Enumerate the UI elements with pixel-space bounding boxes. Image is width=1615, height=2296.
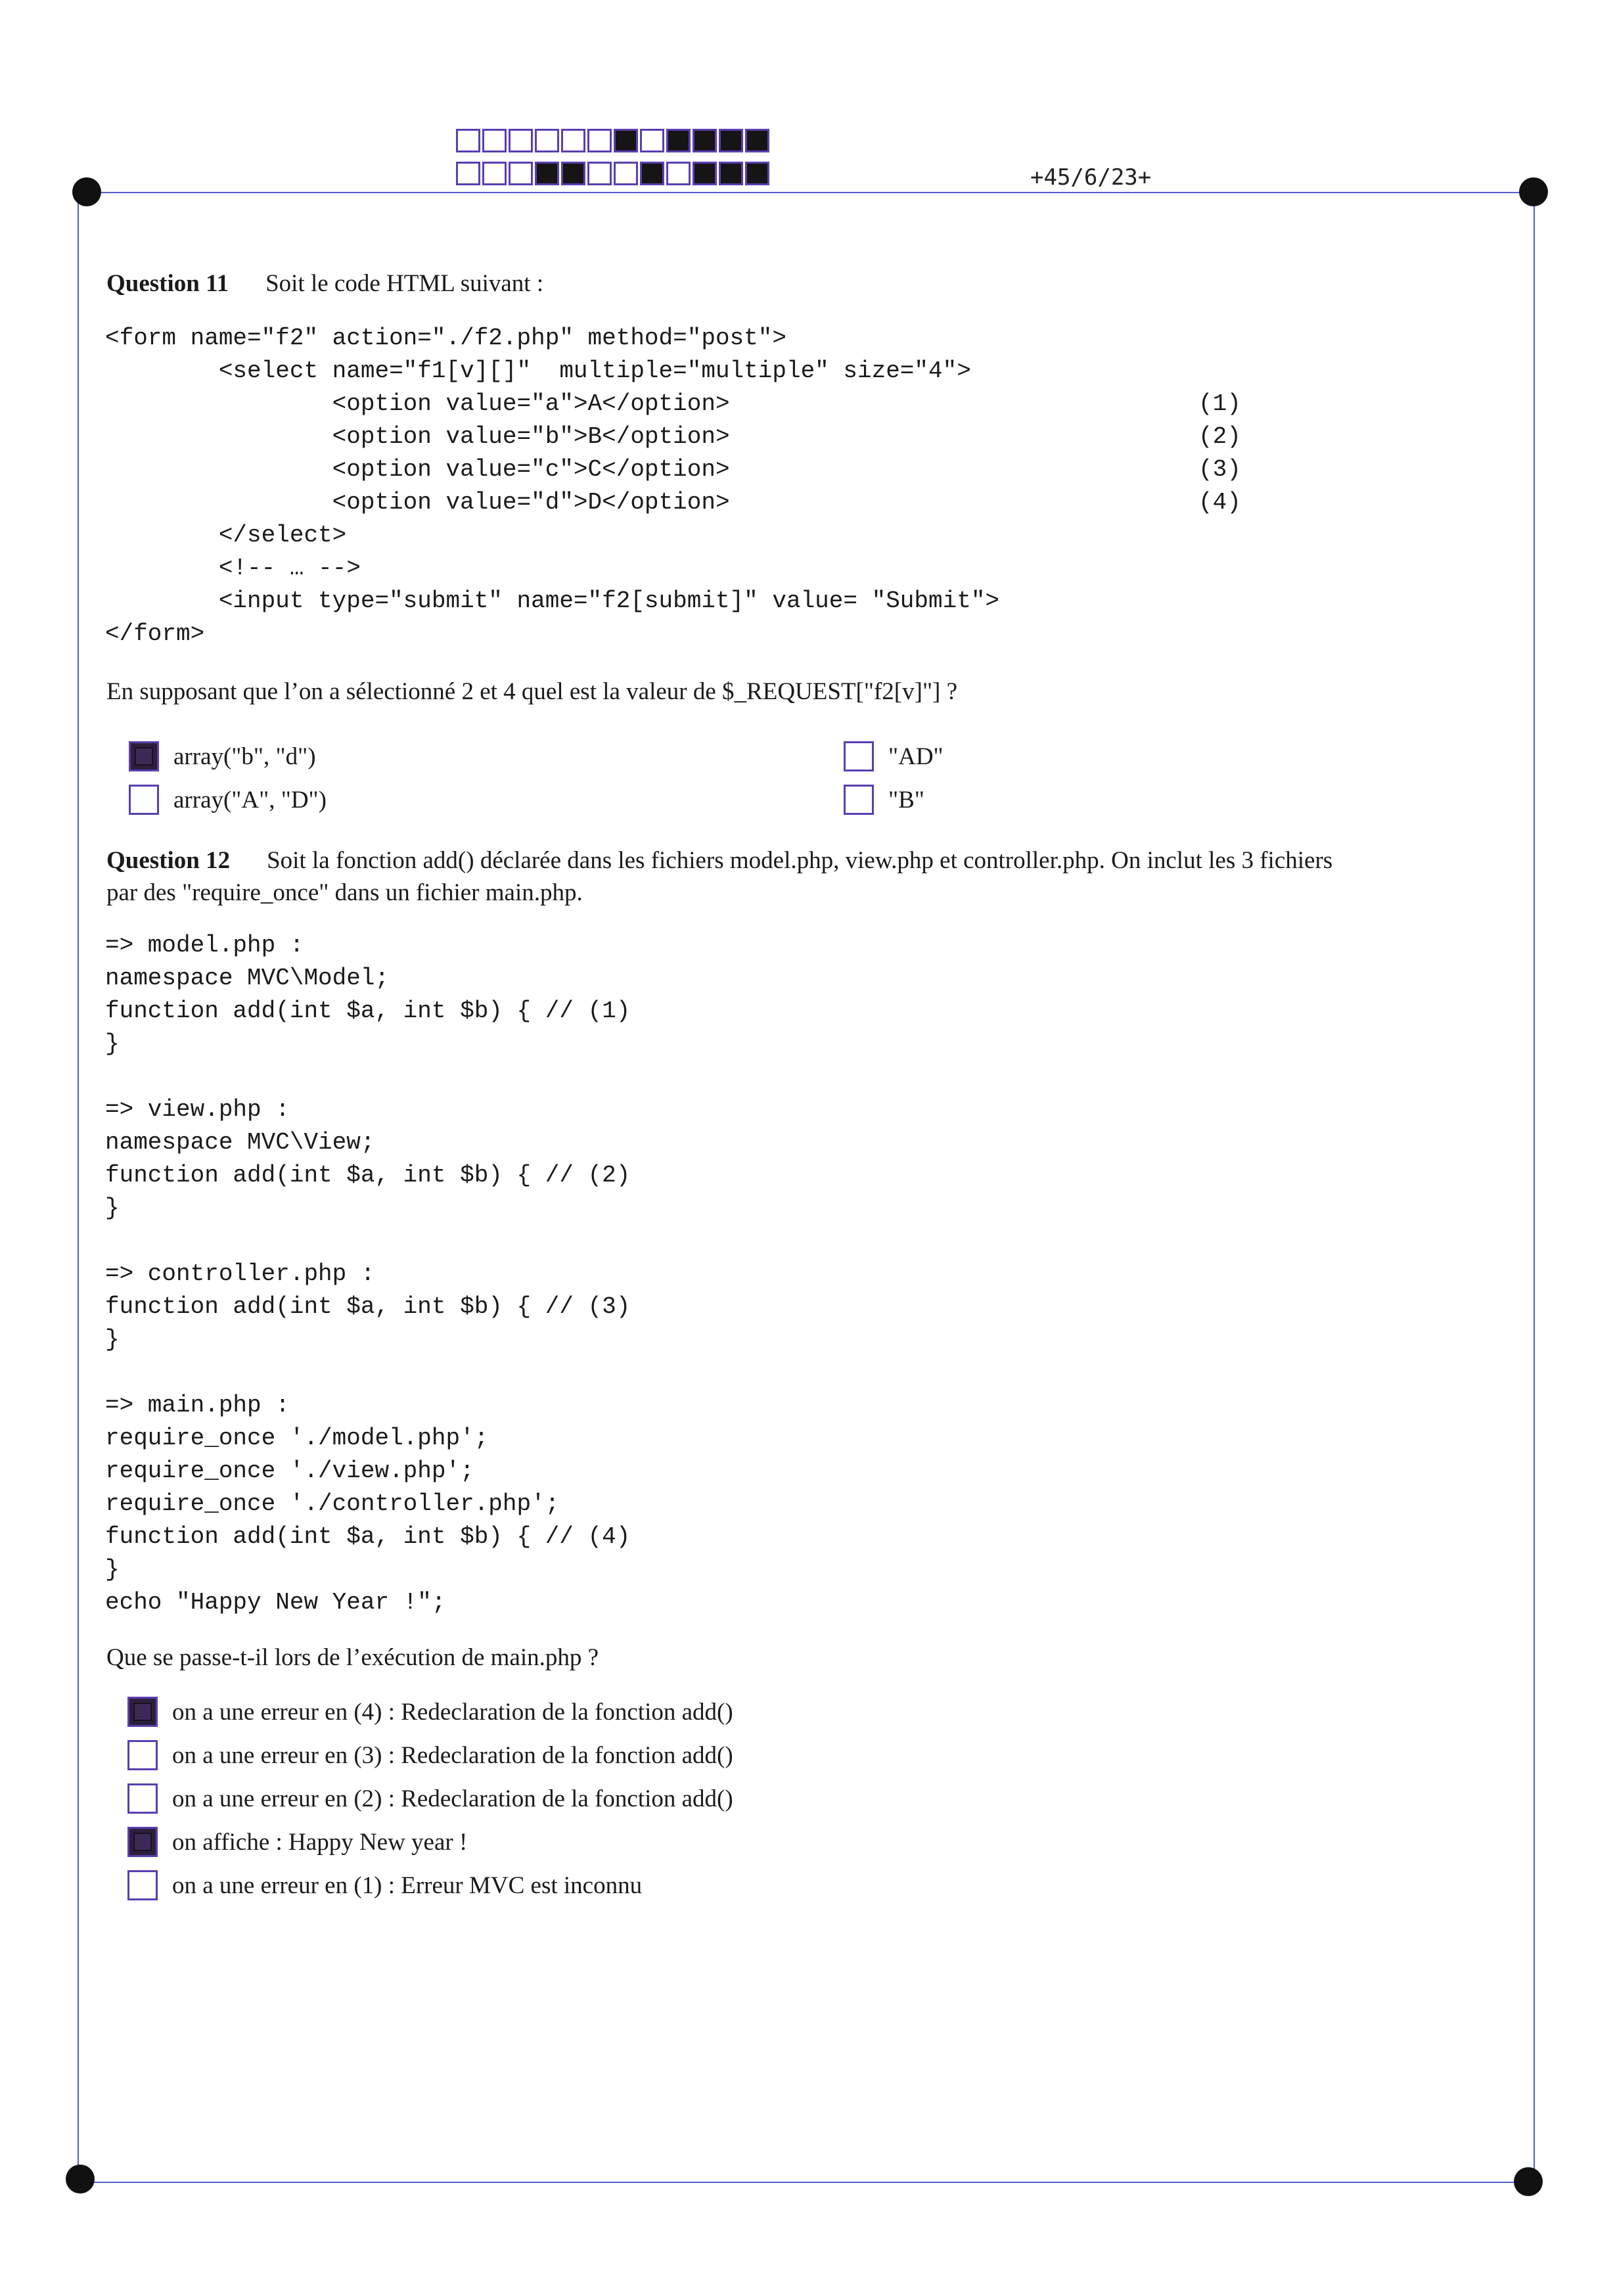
q12-option-4[interactable] [127, 1827, 467, 1857]
line-number: (1) [1198, 390, 1241, 417]
q12-option-5-checkbox[interactable] [127, 1870, 158, 1900]
code-view-php [105, 1093, 630, 1225]
barcode-row-1-cell-11 [719, 129, 743, 152]
q12-option-4-label: on affiche : Happy New year ! [172, 1828, 468, 1856]
code-line: => main.php : [105, 1392, 290, 1419]
code-controller-php [105, 1258, 630, 1356]
code-line: <select name="f1[v][]" multiple="multiple" size="4"> [105, 357, 971, 384]
code-line: => model.php : [105, 932, 304, 959]
code-line: } [105, 1326, 120, 1353]
q12-option-2-label: on a une erreur en (3) : Redeclaration de la fonction add() [172, 1741, 733, 1769]
barcode-row-2-cell-5 [561, 162, 585, 185]
q11-option-2[interactable] [844, 741, 944, 771]
question-11-line-numbers [1198, 388, 1241, 519]
q12-option-4-checkbox[interactable] [127, 1827, 158, 1857]
code-line: echo "Happy New Year !"; [105, 1589, 446, 1616]
code-line: function add(int $a, int $b) { // (1) [105, 998, 631, 1024]
barcode-row-2-cell-8 [640, 162, 664, 185]
q12-option-3-label: on a une erreur en (2) : Redeclaration de la fonction add() [172, 1785, 733, 1812]
code-line: function add(int $a, int $b) { // (2) [105, 1162, 631, 1189]
corner-marker-top-right [1519, 177, 1548, 206]
barcode-row-1-cell-3 [509, 129, 533, 152]
code-line: => view.php : [105, 1096, 290, 1123]
q11-option-3-label: array("A", "D") [173, 786, 327, 814]
question-11-prompt: Soit le code HTML suivant : [265, 270, 544, 297]
question-11-number: Question 11 [106, 270, 229, 297]
q11-option-2-checkbox[interactable] [844, 741, 874, 771]
line-number: (3) [1198, 456, 1241, 483]
q11-option-1[interactable] [129, 741, 316, 771]
barcode-row-2-cell-11 [719, 162, 743, 185]
barcode-row-1-cell-4 [535, 129, 559, 152]
q12-option-1[interactable] [127, 1697, 733, 1727]
q11-option-2-label: "AD" [888, 743, 944, 770]
barcode-row-1 [456, 129, 771, 152]
barcode-row-1-cell-1 [456, 129, 480, 152]
code-line: } [105, 1556, 120, 1583]
barcode-row-2-cell-12 [745, 162, 769, 185]
page-id: +45/6/23+ [1030, 164, 1152, 191]
barcode-row-1-cell-9 [666, 129, 691, 152]
barcode-row-2-cell-1 [456, 162, 480, 185]
q12-option-3-checkbox[interactable] [127, 1783, 158, 1814]
q12-option-5-label: on a une erreur en (1) : Erreur MVC est inconnu [172, 1871, 643, 1899]
barcode-row-1-cell-10 [693, 129, 717, 152]
q11-option-4-label: "B" [888, 786, 924, 814]
barcode-row-2 [456, 162, 771, 185]
corner-marker-top-left [72, 177, 101, 206]
barcode-row-1-cell-2 [482, 129, 507, 152]
barcode-row-2-cell-7 [614, 162, 638, 185]
frame-bottom-line [85, 2182, 1531, 2183]
code-line: require_once './controller.php'; [105, 1490, 560, 1517]
q11-option-4[interactable] [844, 785, 924, 815]
code-main-php [105, 1389, 630, 1619]
barcode-row-1-cell-6 [587, 129, 612, 152]
line-number: (4) [1198, 489, 1241, 516]
question-12-text: Que se passe-t-il lors de l’exécution de main.php ? [106, 1644, 599, 1671]
barcode-row-2-cell-2 [482, 162, 507, 185]
question-12-prompt-line-2: par des "require_once" dans un fichier main.php. [106, 879, 583, 906]
code-line: namespace MVC\Model; [105, 965, 390, 992]
question-11-code [105, 322, 999, 651]
barcode-row-2-cell-10 [693, 162, 717, 185]
q11-option-4-checkbox[interactable] [844, 785, 874, 815]
code-line: <form name="f2" action="./f2.php" method="post"> [105, 325, 786, 352]
code-line: <option value="a">A</option> [105, 390, 730, 417]
barcode-row-1-cell-7 [614, 129, 638, 152]
frame-top-line [85, 192, 1531, 193]
barcode-row-2-cell-9 [666, 162, 691, 185]
code-line: </form> [105, 620, 205, 647]
code-line: <option value="d">D</option> [105, 489, 730, 516]
barcode-row-2-cell-6 [587, 162, 612, 185]
code-line: </select> [105, 522, 347, 549]
question-12-header [106, 846, 1332, 875]
corner-marker-bottom-left [66, 2165, 95, 2193]
barcode-row-2-cell-4 [535, 162, 559, 185]
code-line: <!-- … --> [105, 555, 361, 582]
line-number: (2) [1198, 423, 1241, 450]
barcode-row-1-cell-8 [640, 129, 664, 152]
q11-option-3[interactable] [129, 785, 327, 815]
code-model-php [105, 929, 630, 1061]
code-line: <input type="submit" name="f2[submit]" value= "Submit"> [105, 587, 1000, 614]
code-line: function add(int $a, int $b) { // (3) [105, 1293, 631, 1320]
question-12-number: Question 12 [106, 847, 231, 874]
question-11-header [106, 269, 543, 298]
question-12-prompt-line-1: Soit la fonction add() déclarée dans les fichiers model.php, view.php et controller.php. On inclut les 3 fichiers [267, 847, 1333, 874]
barcode-row-1-cell-5 [561, 129, 585, 152]
code-line: require_once './view.php'; [105, 1458, 474, 1484]
code-line: } [105, 1030, 120, 1057]
corner-marker-bottom-right [1514, 2167, 1543, 2196]
barcode-row-2-cell-3 [509, 162, 533, 185]
code-line: <option value="c">C</option> [105, 456, 730, 483]
q11-option-3-checkbox[interactable] [129, 785, 159, 815]
q12-option-3[interactable] [127, 1783, 733, 1814]
question-11-text: En supposant que l’on a sélectionné 2 et 4 quel est la valeur de $_REQUEST["f2[v]"] ? [106, 678, 958, 705]
q12-option-2-checkbox[interactable] [127, 1740, 158, 1770]
code-line: require_once './model.php'; [105, 1425, 489, 1452]
code-line: function add(int $a, int $b) { // (4) [105, 1523, 631, 1550]
q11-option-1-label: array("b", "d") [173, 743, 316, 770]
q11-option-1-checkbox[interactable] [129, 741, 159, 771]
q12-option-2[interactable] [127, 1740, 733, 1770]
code-line: => controller.php : [105, 1260, 375, 1287]
code-line: <option value="b">B</option> [105, 423, 730, 450]
q12-option-1-label: on a une erreur en (4) : Redeclaration de la fonction add() [172, 1698, 733, 1726]
q12-option-5[interactable] [127, 1870, 642, 1900]
barcode-row-1-cell-12 [745, 129, 769, 152]
code-line: namespace MVC\View; [105, 1129, 375, 1156]
q12-option-1-checkbox[interactable] [127, 1697, 158, 1727]
code-line: } [105, 1195, 120, 1222]
